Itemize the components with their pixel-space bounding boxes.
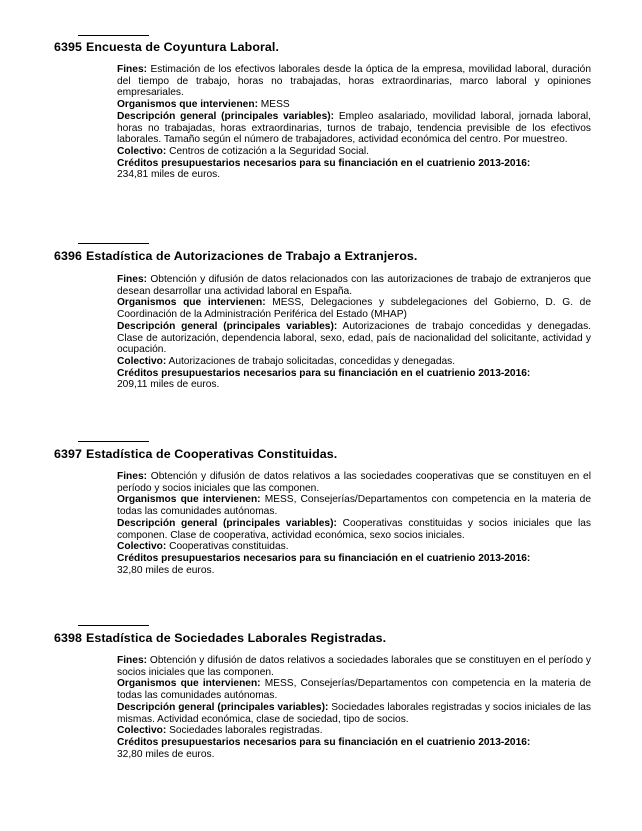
field-text: 32,80 miles de euros.: [117, 748, 215, 760]
entry-number: 6398: [54, 631, 82, 645]
field-label: Descripción general (principales variables):: [117, 517, 337, 529]
field-fines: [117, 655, 591, 678]
field-fines: [117, 274, 591, 297]
field-text: Obtención y difusión de datos relativos a las sociedades cooperativas que se constituyen en el período y socios iniciales que las componen.: [117, 471, 591, 494]
field-text: Obtención y difusión de datos relativos a sociedades laborales que se constituyen en el período y socios iniciales que las componen.: [117, 655, 591, 678]
field-text: Estimación de los efectivos laborales desde la óptica de la empresa, movilidad laboral, duración del tiempo de trabajo, horas no trabajadas, horas extraordinarias, marco laboral y opiniones empresariales.: [117, 64, 591, 99]
entry-body: [117, 655, 591, 760]
field-colectivo: [117, 146, 591, 158]
field-colectivo: [117, 541, 591, 553]
entry-title: Estadística de Cooperativas Constituidas.: [85, 447, 338, 461]
field-organismos: [117, 297, 591, 320]
field-text: MESS, Delegaciones y subdelegaciones del Gobierno, D. G. de Coordinación de la Administración Periférica del Estado (MHAP): [117, 297, 591, 321]
field-label: Fines:: [117, 655, 148, 666]
field-label: Descripción general (principales variables):: [117, 110, 335, 122]
field-label: Organismos que intervienen:: [117, 297, 266, 309]
field-label: Organismos que intervienen:: [117, 494, 261, 506]
entry-body: [117, 64, 591, 181]
field-descripcion: [117, 111, 591, 146]
section-divider: [78, 243, 149, 244]
field-descripcion: [117, 321, 591, 356]
field-colectivo: [117, 356, 591, 368]
field-text: Cooperativas constituidas y socios iniciales que las componen. Clase de cooperativa, actividad económica, sexo socios iniciales.: [117, 517, 591, 541]
entry-title: Estadística de Sociedades Laborales Registradas.: [85, 631, 387, 645]
field-label: Créditos presupuestarios necesarios para su financiación en el cuatrienio 2013-2016:: [117, 736, 531, 748]
entry-heading: [54, 447, 337, 461]
field-label: Descripción general (principales variables):: [117, 320, 338, 332]
field-text: MESS: [257, 99, 290, 111]
field-text: MESS, Consejerías/Departamentos con competencia en la materia de todas las comunidades autónomas.: [117, 494, 591, 518]
entry-body: [117, 471, 591, 576]
field-text: Autorizaciones de trabajo solicitadas, concedidas y denegadas.: [166, 355, 456, 367]
field-organismos: [117, 99, 591, 111]
field-text: Empleo asalariado, movilidad laboral, jornada laboral, horas no trabajadas, horas extraordinarias, turnos de trabajo, tendencia previsible de los efectivos laborales. Tamaño según el número de trabajadores, actividad económica del centro. Por muestreo.: [117, 110, 591, 146]
field-label: Colectivo:: [117, 355, 167, 367]
section-divider: [78, 35, 149, 36]
field-label: Créditos presupuestarios necesarios para su financiación en el cuatrienio 2013-2016:: [117, 552, 531, 564]
field-label: Descripción general (principales variables):: [117, 701, 329, 713]
field-fines: [117, 64, 591, 99]
field-creditos: [117, 368, 591, 391]
field-text: MESS, Consejerías/Departamentos con competencia en la materia de todas las comunidades autónomas.: [117, 678, 591, 702]
field-colectivo: [117, 725, 591, 737]
entry-number: 6395: [54, 40, 82, 54]
entry-heading: [54, 40, 279, 54]
field-text: 32,80 miles de euros.: [117, 564, 215, 576]
field-label: Créditos presupuestarios necesarios para su financiación en el cuatrienio 2013-2016:: [117, 367, 531, 379]
field-label: Colectivo:: [117, 145, 167, 157]
field-text: Autorizaciones de trabajo concedidas y denegadas. Clase de autorización, dependencia laboral, sexo, edad, país de nacionalidad del solicitante, actividad y ocupación.: [117, 320, 592, 356]
entry-number: 6396: [54, 249, 82, 263]
entry-number: 6397: [54, 447, 82, 461]
entry-body: [117, 274, 591, 391]
field-creditos: [117, 158, 591, 181]
field-text: 209,11 miles de euros.: [117, 379, 220, 391]
field-organismos: [117, 494, 591, 517]
field-text: Obtención y difusión de datos relacionados con las autorizaciones de trabajo de extranjeros que desean desarrollar una actividad laboral en España.: [117, 274, 591, 297]
field-text: Sociedades laborales registradas.: [166, 725, 323, 737]
field-organismos: [117, 678, 591, 701]
field-creditos: [117, 737, 591, 760]
field-label: Créditos presupuestarios necesarios para su financiación en el cuatrienio 2013-2016:: [117, 157, 531, 169]
field-label: Colectivo:: [117, 541, 167, 553]
field-label: Fines:: [117, 471, 148, 482]
entry-heading: [54, 631, 386, 645]
field-descripcion: [117, 518, 591, 541]
field-text: Cooperativas constituidas.: [166, 541, 289, 553]
section-divider: [78, 441, 149, 442]
entry-title: Estadística de Autorizaciones de Trabajo a Extranjeros.: [85, 249, 418, 263]
field-label: Fines:: [117, 64, 148, 75]
entry-title: Encuesta de Coyuntura Laboral.: [85, 40, 279, 54]
field-label: Colectivo:: [117, 725, 167, 737]
field-fines: [117, 471, 591, 494]
field-text: Sociedades laborales registradas y socios iniciales de las mismas. Actividad económica, clase de sociedad, tipo de socios.: [117, 701, 591, 725]
field-creditos: [117, 553, 591, 576]
field-text: Centros de cotización a la Seguridad Social.: [166, 145, 369, 157]
section-divider: [78, 625, 149, 626]
field-label: Organismos que intervienen:: [117, 99, 258, 111]
field-descripcion: [117, 702, 591, 725]
entry-heading: [54, 249, 417, 263]
field-label: Organismos que intervienen:: [117, 678, 261, 690]
field-text: 234,81 miles de euros.: [117, 169, 221, 181]
field-label: Fines:: [117, 274, 148, 285]
